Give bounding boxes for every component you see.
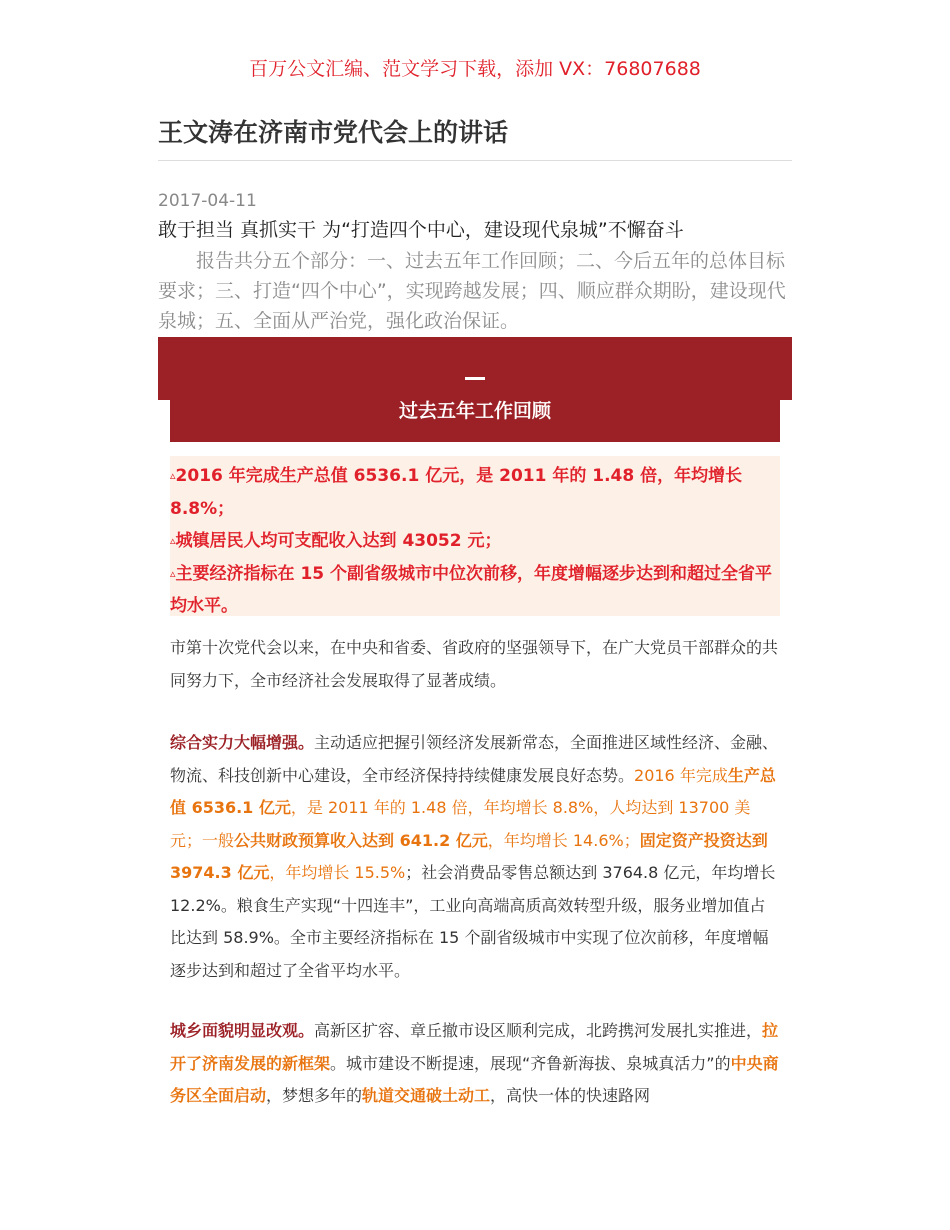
paragraph-lead: 综合实力大幅增强。 (170, 733, 315, 752)
triangle-icon: ▵ (170, 566, 176, 580)
highlight-item: ▵2016 年完成生产总值 6536.1 亿元，是 2011 年的 1.48 倍，年均增长 8.8%； (170, 466, 743, 519)
publish-date: 2017-04-11 (158, 191, 257, 211)
paragraph-lead: 城乡面貌明显改观。 (170, 1021, 315, 1040)
section-number (465, 377, 485, 380)
highlight-item: ▵城镇居民人均可支配收入达到 43052 元； (170, 531, 502, 551)
article-title: 王文涛在济南市党代会上的讲话 (158, 116, 792, 161)
intro-paragraph: 市第十次党代会以来，在中央和省委、省政府的坚强领导下，在广大党员干部群众的共同努力下，全市经济社会发展取得了显著成绩。 (170, 638, 779, 690)
urban-paragraph: 城乡面貌明显改观。高新区扩容、章丘撤市设区顺利完成，北跨携河发展扎实推进，拉开了济南发展的新框架。城市建设不断提速，展现“齐鲁新海拔、泉城真活力”的中央商务区全面启动，梦想多年的轨道交通破土动工，高快一体的快速路网 (170, 1021, 779, 1105)
promo-banner: 百万公文汇编、范文学习下载，添加 VX：76807688 (249, 58, 701, 80)
section-heading: 过去五年工作回顾 (398, 400, 551, 422)
triangle-icon: ▵ (170, 534, 176, 547)
section-header-block (158, 337, 792, 400)
triangle-icon: ▵ (170, 469, 176, 482)
highlight-item: ▵主要经济指标在 15 个副省级城市中位次前移，年度增幅逐步达到和超过全省平均水平。 (170, 563, 773, 616)
highlights-box (170, 456, 780, 616)
article-subtitle: 敢于担当 真抓实干 为“打造四个中心，建设现代泉城”不懈奋斗 (158, 219, 684, 241)
report-summary: 报告共分五个部分：一、过去五年工作回顾；二、今后五年的总体目标要求；三、打造“四个中心”，实现跨越发展；四、顺应群众期盼，建设现代泉城；五、全面从严治党，强化政治保证。 (158, 250, 786, 332)
section-heading-bar (170, 400, 780, 442)
strength-paragraph: 综合实力大幅增强。主动适应把握引领经济发展新常态，全面推进区域性经济、金融、物流、科技创新中心建设，全市经济保持持续健康发展良好态势。2016 年完成生产总值 6536.1 亿元，是 2011 年的 1.48 倍，年均增长 8.8%，人均达到 13700 美元；一般公共财政预算收入达到 641.2 亿元，年均增长 14.6%；固定资产投资达到 3974.3 亿元，年均增长 15.5%；社会消费品零售总额达到 3764.8 亿元，年均增长 12.2%。粮食生产实现“十四连丰”，工业向高端高质高效转型升级，服务业增加值占比达到 58.9%。全市主要经济指标在 15 个副省级城市中实现了位次前移，年度增幅逐步达到和超过了全省平均水平。 (170, 733, 779, 980)
